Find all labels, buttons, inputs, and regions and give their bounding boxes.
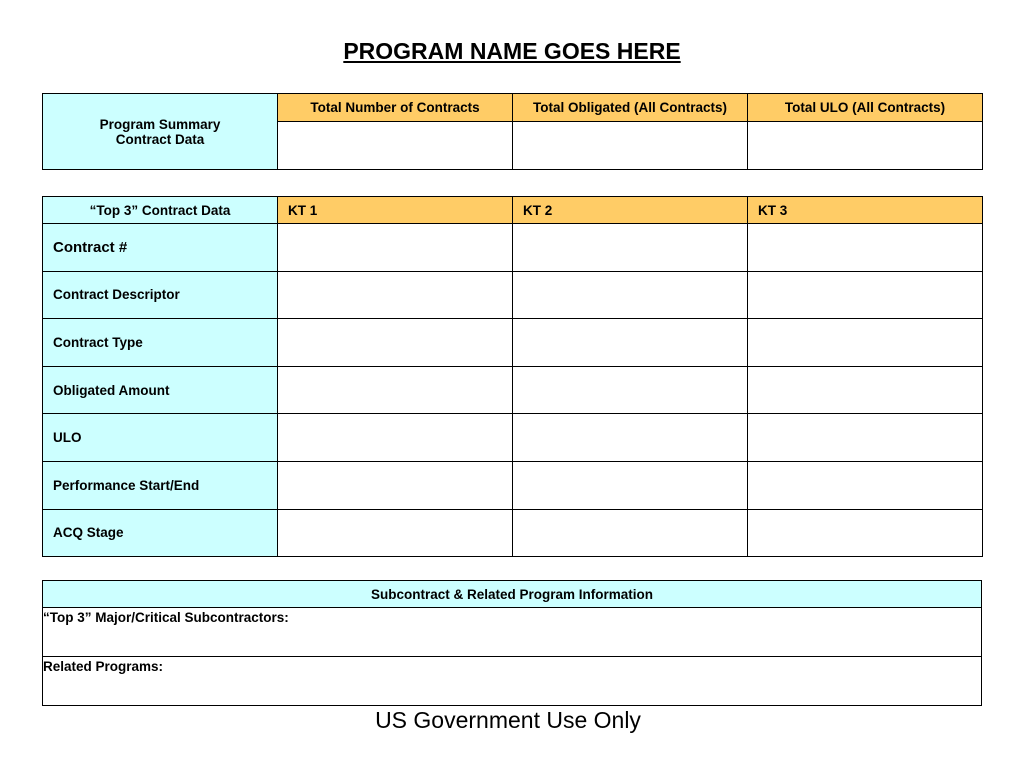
subcontractors-cell[interactable] <box>43 608 982 657</box>
table-cell[interactable] <box>748 366 983 414</box>
subcontractors-label: “Top 3” Major/Critical Subcontractors: <box>43 610 289 625</box>
program-summary-label <box>43 94 278 170</box>
total-contracts-cell[interactable] <box>278 122 513 170</box>
subcontract-table <box>42 580 982 706</box>
table-cell[interactable] <box>513 319 748 367</box>
row-label-ulo: ULO <box>43 414 278 462</box>
row-label-contract-descriptor: Contract Descriptor <box>43 271 278 319</box>
column-kt2: KT 2 <box>513 197 748 224</box>
header-total-contracts: Total Number of Contracts <box>278 94 513 122</box>
row-label-acq-stage: ACQ Stage <box>43 509 278 557</box>
header-total-obligated: Total Obligated (All Contracts) <box>513 94 748 122</box>
table-cell[interactable] <box>748 509 983 557</box>
total-ulo-cell[interactable] <box>748 122 983 170</box>
program-summary-label-line2: Contract Data <box>115 131 205 147</box>
column-kt1: KT 1 <box>278 197 513 224</box>
table-cell[interactable] <box>748 224 983 272</box>
header-total-ulo: Total ULO (All Contracts) <box>748 94 983 122</box>
column-kt3: KT 3 <box>748 197 983 224</box>
row-label-contract-number: Contract # <box>43 224 278 272</box>
row-label-performance-start-end: Performance Start/End <box>43 461 278 509</box>
program-summary-label-line1: Program Summary <box>99 116 221 132</box>
table-cell[interactable] <box>748 271 983 319</box>
table-cell[interactable] <box>748 319 983 367</box>
total-obligated-cell[interactable] <box>513 122 748 170</box>
table-cell[interactable] <box>278 414 513 462</box>
top3-corner-label: “Top 3” Contract Data <box>43 197 278 224</box>
row-label-obligated-amount: Obligated Amount <box>43 366 278 414</box>
table-cell[interactable] <box>748 461 983 509</box>
table-cell[interactable] <box>513 414 748 462</box>
table-cell[interactable] <box>748 414 983 462</box>
table-cell[interactable] <box>278 319 513 367</box>
row-label-contract-type: Contract Type <box>43 319 278 367</box>
table-cell[interactable] <box>513 366 748 414</box>
related-programs-label: Related Programs: <box>43 659 164 674</box>
related-programs-cell[interactable] <box>43 657 982 706</box>
table-cell[interactable] <box>513 271 748 319</box>
table-cell[interactable] <box>278 461 513 509</box>
table-cell[interactable] <box>278 509 513 557</box>
footer-classification: US Government Use Only <box>375 707 641 733</box>
table-cell[interactable] <box>513 224 748 272</box>
table-cell[interactable] <box>278 224 513 272</box>
table-cell[interactable] <box>278 366 513 414</box>
program-summary-table <box>42 93 983 170</box>
page-title: PROGRAM NAME GOES HERE <box>343 38 681 64</box>
subcontract-header: Subcontract & Related Program Information <box>43 581 982 608</box>
table-cell[interactable] <box>278 271 513 319</box>
table-cell[interactable] <box>513 509 748 557</box>
top3-contract-table <box>42 196 983 557</box>
table-cell[interactable] <box>513 461 748 509</box>
